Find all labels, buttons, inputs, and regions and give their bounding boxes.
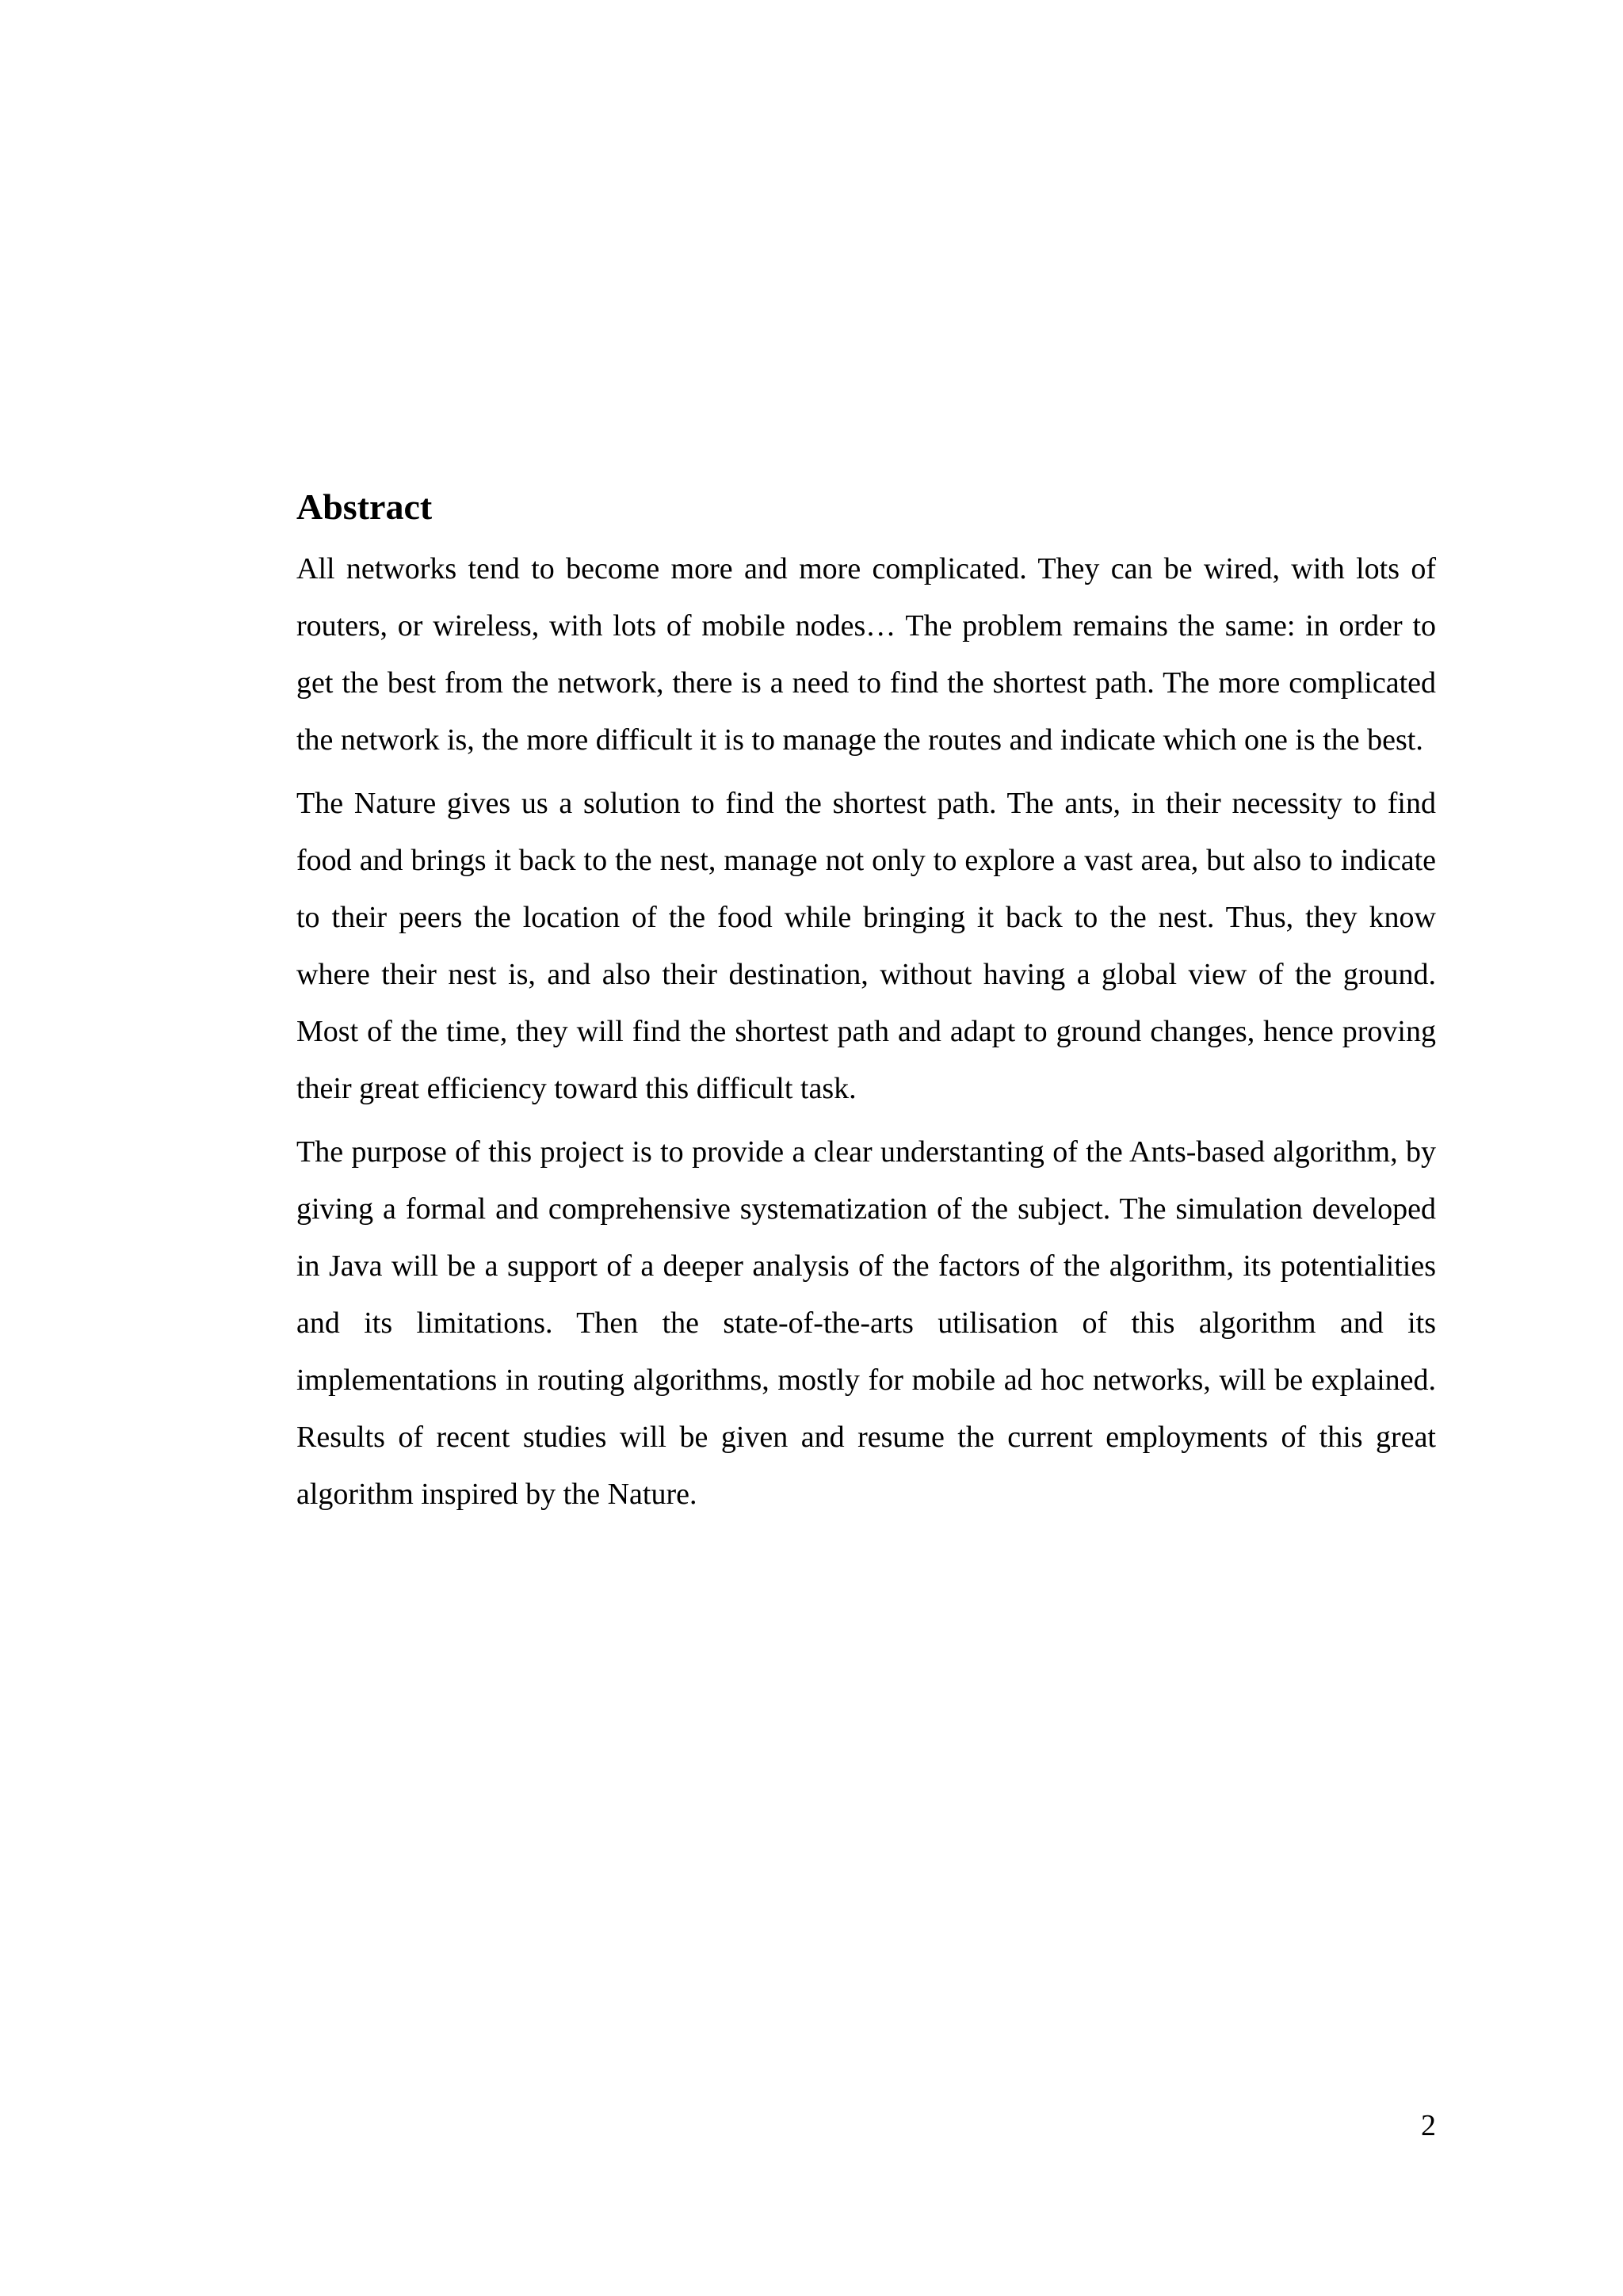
abstract-section [296, 485, 1436, 1529]
page-number: 2 [1421, 2109, 1436, 2142]
abstract-paragraph-1: All networks tend to become more and more complicated. They can be wired, with lots of routers, or wireless, with lots of mobile nodes… The problem remains the same: in order to get the best from the network, there is a need to find the shortest path. The more complicated the network is, the more difficult it is to manage the routes and indicate which one is the best. [296, 552, 1436, 757]
abstract-paragraph-3: The purpose of this project is to provide a clear understanting of the Ants-based algorithm, by giving a formal and comprehensive systematization of the subject. The simulation developed in Java will be a support of a deeper analysis of the factors of the algorithm, its potentialities and its limitations. Then the state-of-the-arts utilisation of this algorithm and its implementations in routing algorithms, mostly for mobile ad hoc networks, will be explained. Results of recent studies will be given and resume the current employments of this great algorithm inspired by the Nature. [296, 1135, 1436, 1511]
abstract-heading: Abstract [296, 486, 433, 527]
abstract-paragraph-2: The Nature gives us a solution to find the shortest path. The ants, in their necessity to find food and brings it back to the nest, manage not only to explore a vast area, but also to indicate to their peers the location of the food while bringing it back to the nest. Thus, they know where their nest is, and also their destination, without having a global view of the ground. Most of the time, they will find the shortest path and adapt to ground changes, hence proving their great efficiency toward this difficult task. [296, 787, 1436, 1105]
